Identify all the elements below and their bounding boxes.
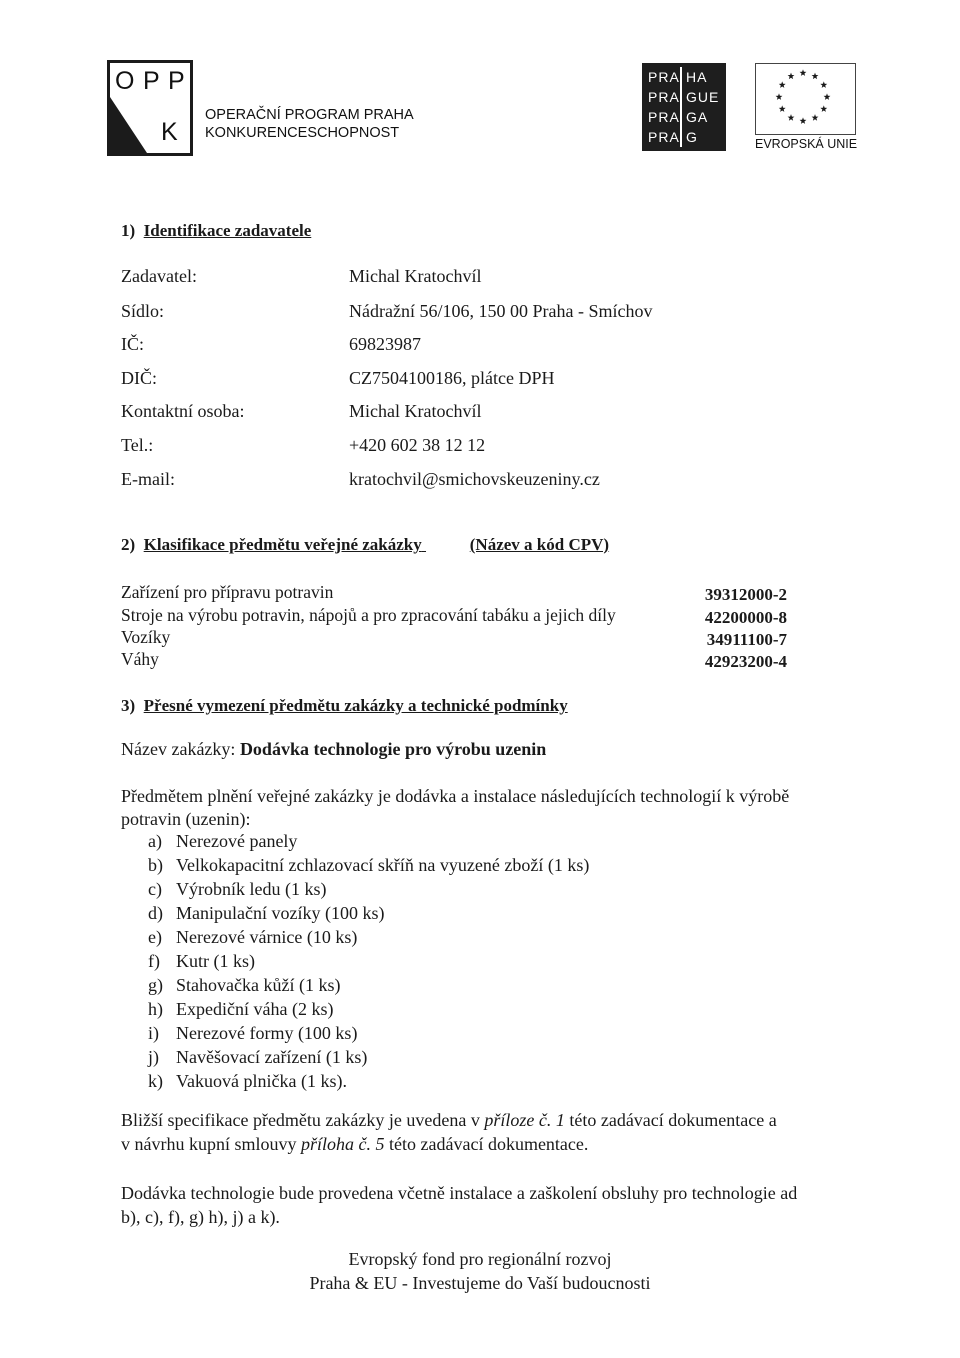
list-text: Stahovačka kůží (1 ks) — [176, 975, 341, 995]
spec-line2 — [121, 1132, 856, 1156]
list-marker: c) — [148, 879, 162, 899]
praha-row-right: GUE — [686, 89, 720, 105]
section3-heading — [121, 696, 568, 716]
praha-row-right: G — [686, 129, 698, 145]
eu-star-icon — [779, 105, 786, 112]
section2-heading — [121, 535, 609, 555]
list-text: Nerezové formy (100 ks) — [176, 1023, 358, 1043]
contract-title-label: Název zakázky: — [121, 739, 236, 759]
list-item — [148, 1046, 367, 1068]
opp-title-line2: KONKURENCESCHOPNOST — [205, 125, 400, 141]
list-marker: e) — [148, 927, 162, 947]
praha-row — [642, 69, 726, 87]
eu-flag-logo — [755, 63, 856, 135]
spec-text: této zadávací dokumentace. — [384, 1134, 589, 1154]
praha-row-left: PRA — [648, 89, 680, 105]
list-text: Nerezové panely — [176, 831, 298, 851]
praha-row-left: PRA — [648, 69, 680, 85]
praha-row — [642, 109, 726, 127]
eu-star-icon — [800, 117, 807, 124]
list-marker: f) — [148, 951, 160, 971]
section3-title: Přesné vymezení předmětu zakázky a technické podmínky — [143, 696, 568, 715]
list-item — [148, 974, 340, 996]
list-item — [148, 998, 333, 1020]
cpv-item-name: Vozíky — [121, 627, 171, 647]
list-item — [148, 902, 384, 924]
tel-value: +420 602 38 12 12 — [349, 435, 486, 455]
opp-logo-triangle — [110, 97, 147, 153]
list-marker: g) — [148, 975, 163, 995]
eu-star-icon — [788, 73, 795, 80]
eu-star-icon — [779, 81, 786, 88]
email-value: kratochvil@smichovskeuzeniny.cz — [349, 469, 600, 489]
spec-annex-ref: příloha č. 5 — [301, 1134, 385, 1154]
eu-stars-icon — [756, 64, 855, 134]
spec-annex-ref: příloze č. 1 — [484, 1110, 565, 1130]
opp-letter-p2: P — [168, 67, 185, 95]
cpv-item-code: 42200000-8 — [704, 608, 787, 627]
eu-star-icon — [776, 93, 783, 100]
cpv-item-name: Váhy — [121, 649, 159, 669]
section1-title: Identifikace zadavatele — [143, 221, 312, 240]
list-text: Velkokapacitní zchlazovací skříň na vyuzené zboží (1 ks) — [176, 855, 590, 875]
cpv-item-name: Stroje na výrobu potravin, nápojů a pro zpracování tabáku a jejich díly — [121, 605, 616, 625]
list-text: Navěšovací zařízení (1 ks) — [176, 1047, 368, 1067]
eu-star-icon — [812, 114, 819, 121]
footer-line2: Praha & EU - Investujeme do Vaší budoucnosti — [309, 1273, 651, 1293]
list-item — [148, 830, 297, 852]
spec-text: v návrhu kupní smlouvy — [121, 1134, 301, 1154]
zadavatel-label: Zadavatel: — [121, 266, 197, 286]
intro-line2: potravin (uzenin): — [121, 809, 251, 829]
list-item — [148, 878, 326, 900]
opp-letter-p1: P — [143, 67, 160, 95]
praha-row-right: HA — [686, 69, 708, 85]
list-marker: i) — [148, 1023, 159, 1043]
opp-title-line1: OPERAČNÍ PROGRAM PRAHA — [205, 107, 414, 123]
cpv-item-code: 39312000-2 — [704, 585, 787, 604]
email-label: E-mail: — [121, 469, 175, 489]
spec-text: Bližší specifikace předmětu zakázky je uvedena v — [121, 1110, 485, 1130]
install-line1: Dodávka technologie bude provedena včetně instalace a zaškolení obsluhy pro technologie ad — [121, 1183, 798, 1203]
section2-title-right: (Název a kód CPV) — [469, 535, 610, 554]
section2-number: 2) — [121, 535, 136, 554]
footer-line1: Evropský fond pro regionální rozvoj — [348, 1249, 612, 1269]
list-item — [148, 1070, 347, 1092]
list-marker: b) — [148, 855, 163, 875]
cpv-item-code: 34911100-7 — [706, 630, 787, 649]
install-line2: b), c), f), g) h), j) a k). — [121, 1207, 280, 1227]
list-item — [148, 1022, 357, 1044]
opp-letter-o: O — [115, 67, 135, 95]
list-marker: a) — [148, 831, 162, 851]
eu-star-icon — [812, 73, 819, 80]
sidlo-label: Sídlo: — [121, 301, 165, 321]
intro-line1: Předmětem plnění veřejné zakázky je dodávka a instalace následujících technologií k výrobě — [121, 786, 790, 806]
tel-label: Tel.: — [121, 435, 154, 455]
list-item — [148, 950, 255, 972]
eu-star-icon — [820, 105, 827, 112]
list-marker: j) — [148, 1047, 159, 1067]
cpv-item-name: Zařízení pro přípravu potravin — [121, 582, 334, 602]
list-text: Výrobník ledu (1 ks) — [176, 879, 327, 899]
list-text: Manipulační vozíky (100 ks) — [176, 903, 385, 923]
contract-title-value: Dodávka technologie pro výrobu uzenin — [239, 739, 547, 759]
ic-label: IČ: — [121, 334, 145, 354]
section1-heading — [121, 221, 311, 241]
list-item — [148, 926, 357, 948]
opp-letter-k: K — [161, 118, 178, 146]
ic-value: 69823987 — [349, 334, 421, 354]
list-marker: k) — [148, 1071, 163, 1091]
contact-label: Kontaktní osoba: — [121, 401, 245, 421]
list-text: Kutr (1 ks) — [176, 951, 255, 971]
eu-star-icon — [788, 114, 795, 121]
list-text: Nerezové várnice (10 ks) — [176, 927, 358, 947]
list-marker: d) — [148, 903, 163, 923]
sidlo-value: Nádražní 56/106, 150 00 Praha - Smíchov — [349, 301, 653, 321]
contract-title-line — [121, 737, 856, 761]
dic-value: CZ7504100186, plátce DPH — [349, 368, 555, 388]
section3-number: 3) — [121, 696, 136, 715]
eu-star-icon — [824, 93, 831, 100]
praha-row-right: GA — [686, 109, 709, 125]
dic-label: DIČ: — [121, 368, 157, 388]
praha-logo — [642, 63, 726, 151]
praha-row-left: PRA — [648, 109, 680, 125]
list-item — [148, 854, 589, 876]
praha-row — [642, 89, 726, 107]
eu-label: EVROPSKÁ UNIE — [755, 137, 858, 151]
opp-logo — [107, 60, 193, 156]
opp-program-title — [205, 106, 414, 142]
list-text: Expediční váha (2 ks) — [176, 999, 334, 1019]
list-marker: h) — [148, 999, 163, 1019]
list-text: Vakuová plnička (1 ks). — [176, 1071, 347, 1091]
spec-text: této zadávací dokumentace a — [564, 1110, 777, 1130]
eu-star-icon — [820, 81, 827, 88]
zadavatel-value: Michal Kratochvíl — [349, 266, 482, 286]
praha-row-left: PRA — [648, 129, 680, 145]
cpv-item-code: 42923200-4 — [704, 652, 787, 671]
section2-title: Klasifikace předmětu veřejné zakázky — [143, 535, 422, 554]
contact-value: Michal Kratochvíl — [349, 401, 482, 421]
section1-number: 1) — [121, 221, 136, 240]
spec-line1 — [121, 1108, 856, 1132]
eu-star-icon — [800, 69, 807, 76]
praha-row — [642, 129, 726, 147]
